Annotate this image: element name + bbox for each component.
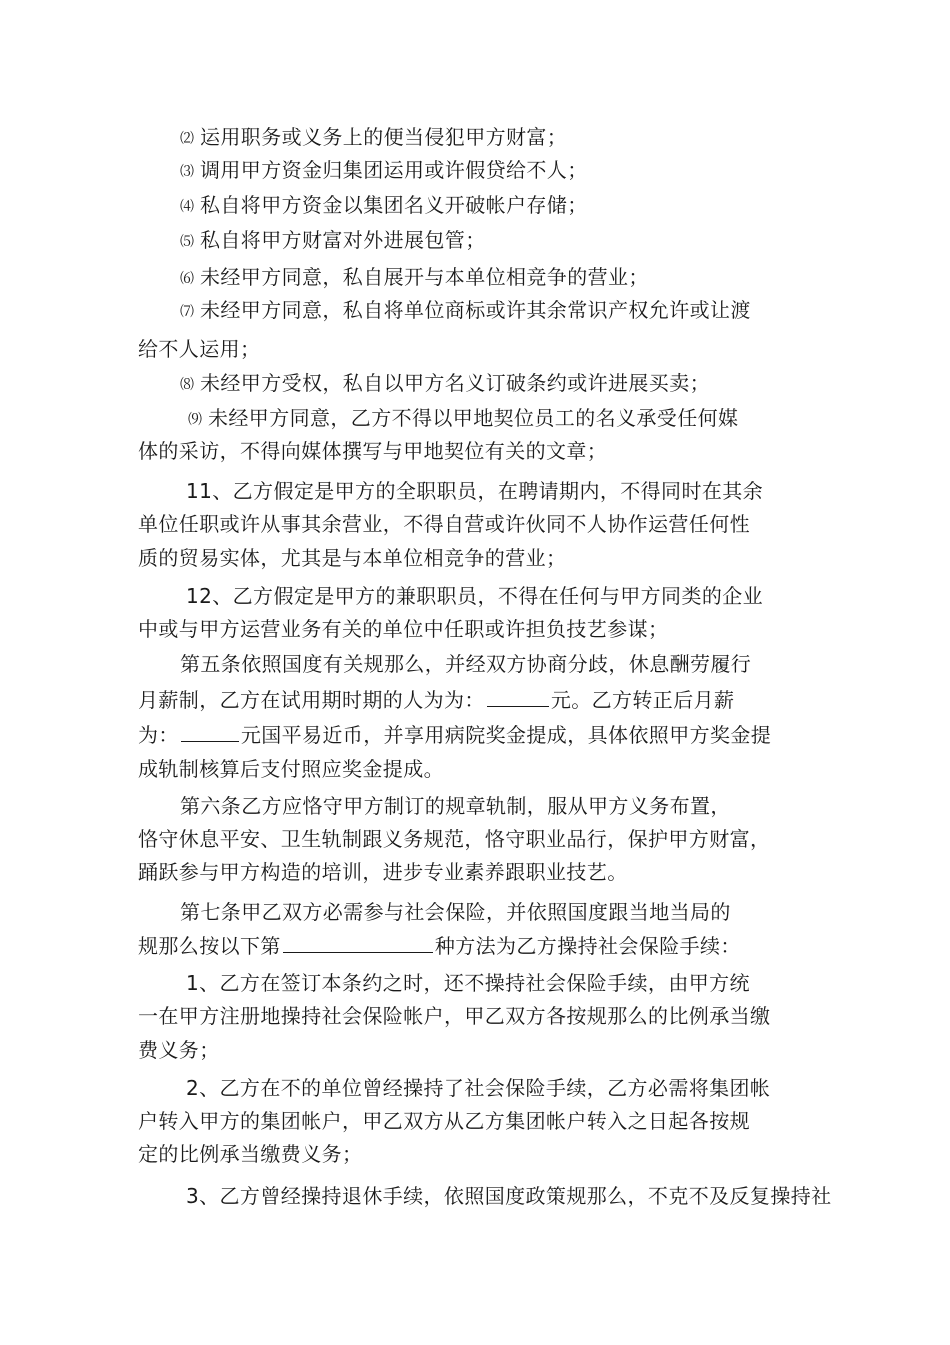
clause-1-line: 1、乙方在签订本条约之时，还不操持社会保险手续，由甲方统 bbox=[186, 971, 750, 995]
article-5-line: 第五条依照国度有关规那么，并经双方协商分歧，休息酬劳履行 bbox=[180, 652, 752, 676]
list-item bbox=[180, 370, 710, 399]
list-item bbox=[180, 227, 486, 256]
item-number: ⑷ bbox=[180, 199, 194, 215]
item-text: 未经甲方同意，私自将单位商标或许其余常识产权允许或让渡 bbox=[200, 298, 751, 322]
article-5-line: 成轨制核算后支付照应奖金提成。 bbox=[138, 757, 444, 781]
paragraph-12-line: 中或与甲方运营业务有关的单位中任职或许担负技艺参谋； bbox=[138, 617, 669, 641]
list-item-continuation: 给不人运用； bbox=[138, 337, 261, 361]
item-text: 未经甲方同意，乙方不得以甲地契位员工的名义承受任何媒 bbox=[208, 406, 739, 430]
item-text: 未经甲方受权，私自以甲方名义订破条约或许进展买卖； bbox=[200, 371, 710, 395]
clause-2-line: 户转入甲方的集团帐户，甲乙双方从乙方集团帐户转入之日起各按规 bbox=[138, 1109, 750, 1133]
clause-1-line: 一在甲方注册地操持社会保险帐户，甲乙双方各按规那么的比例承当缴 bbox=[138, 1004, 771, 1028]
item-text: 私自将甲方财富对外进展包管； bbox=[200, 228, 486, 252]
article-7-text: 种方法为乙方操持社会保险手续： bbox=[434, 934, 741, 958]
article-5-line bbox=[138, 721, 771, 748]
item-text: 私自将甲方资金以集团名义开破帐户存储； bbox=[200, 193, 588, 217]
item-text: 调用甲方资金归集团运用或许假贷给不人； bbox=[200, 158, 588, 182]
list-item bbox=[180, 157, 588, 186]
article-5-text: 元。乙方转正后月薪 bbox=[550, 688, 735, 712]
article-7-line: 第七条甲乙双方必需参与社会保险，并依照国度跟当地当局的 bbox=[180, 900, 731, 924]
paragraph-11-line: 单位任职或许从事其余营业，不得自营或许伙同不人协作运营任何性 bbox=[138, 512, 750, 536]
item-number: ⑼ bbox=[188, 412, 202, 428]
article-5-text: 为： bbox=[138, 723, 179, 747]
list-item bbox=[180, 192, 588, 221]
article-6-line: 踊跃参与甲方构造的培训，进步专业素养跟职业技艺。 bbox=[138, 860, 628, 884]
clause-2-line: 定的比例承当缴费义务； bbox=[138, 1142, 363, 1166]
article-6-line: 第六条乙方应恪守甲方制订的规章轨制，服从甲方义务布置， bbox=[180, 794, 731, 818]
list-item bbox=[180, 124, 567, 153]
article-5-text: 元国平易近币，并享用病院奖金提成，具体依照甲方奖金提 bbox=[240, 723, 772, 747]
clause-1-line: 费义务； bbox=[138, 1038, 220, 1062]
item-number: ⑵ bbox=[180, 131, 194, 147]
paragraph-12-line: 12、乙方假定是甲方的兼职职员，不得在任何与甲方同类的企业 bbox=[186, 584, 764, 608]
item-text: 运用职务或义务上的便当侵犯甲方财富； bbox=[200, 125, 568, 149]
article-5-text: 月薪制，乙方在试用期时期的人为为： bbox=[138, 688, 485, 712]
list-item bbox=[180, 264, 649, 293]
item-number: ⑹ bbox=[180, 271, 194, 287]
item-number: ⑶ bbox=[180, 164, 194, 180]
list-item-continuation: 体的采访，不得向媒体撰写与甲地契位有关的文章； bbox=[138, 439, 608, 463]
article-6-line: 恪守休息平安、卫生轨制跟义务规范，恪守职业品行，保护甲方财富， bbox=[138, 827, 771, 851]
paragraph-11-line: 质的贸易实体，尤其是与本单位相竞争的营业； bbox=[138, 546, 567, 570]
item-number: ⑸ bbox=[180, 234, 194, 250]
article-7-text: 规那么按以下第 bbox=[138, 934, 281, 958]
list-item bbox=[188, 405, 738, 434]
item-number: ⑺ bbox=[180, 304, 194, 320]
paragraph-11-line: 11、乙方假定是甲方的全职职员，在聘请期内，不得同时在其余 bbox=[186, 479, 764, 503]
clause-2-line: 2、乙方在不的单位曾经操持了社会保险手续，乙方必需将集团帐 bbox=[186, 1076, 771, 1100]
item-text: 未经甲方同意，私自展开与本单位相竞争的营业； bbox=[200, 265, 649, 289]
insurance-method-blank bbox=[283, 932, 433, 953]
item-number: ⑻ bbox=[180, 377, 194, 393]
regular-salary-blank bbox=[181, 721, 239, 742]
probation-salary-blank bbox=[487, 686, 549, 707]
article-7-line bbox=[138, 932, 741, 959]
clause-3-line: 3、乙方曾经操持退休手续，依照国度政策规那么，不克不及反复操持社 bbox=[186, 1184, 832, 1208]
article-5-line bbox=[138, 686, 734, 713]
list-item bbox=[180, 297, 751, 326]
